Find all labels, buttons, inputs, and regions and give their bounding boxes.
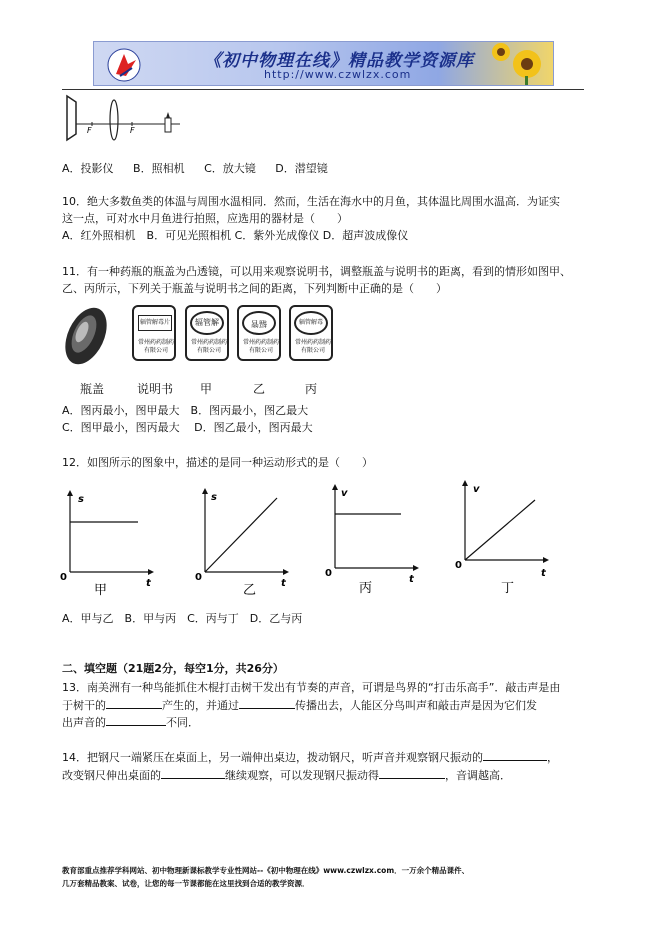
q10-line2: 这一点，可对水中月鱼进行拍照，应选用的器材是（ ） [62, 212, 348, 225]
jia-lens-view: 辐管解 [190, 311, 224, 335]
q13-blank-3[interactable] [106, 714, 166, 726]
yi-caption: 乙 [243, 583, 257, 596]
banner-url: http://www.czwlzx.com [264, 68, 412, 81]
q13-line1: 13．南美洲有一种鸟能抓住木棍打击树干发出有节奏的声音，可谓是鸟界的“打击乐高手”．敲击声是由 [62, 681, 561, 694]
q11-line1: 11．有一种药瓶的瓶盖为凸透镜，可以用来观察说明书，调整瓶盖与说明书的距离，看到的情形如图甲、 [62, 265, 571, 278]
manual-label: 辐管解毒片 [138, 315, 172, 331]
bing-bottom-text: 常州药药制药有限公司 [294, 339, 331, 354]
q11-line2: 乙、丙所示，下列关于瓶盖与说明书之间的距离，下列判断中正确的是（ ） [62, 282, 447, 295]
graph-bing [325, 482, 425, 596]
ding-origin: 0 [455, 560, 462, 571]
footer-line1: 教育部重点推荐学科网站、初中物理新课标教学专业性网站--《初中物理在线》www.czwlzx.com．一万余个精品课件、 [62, 866, 470, 875]
bottle-cap-image [62, 304, 112, 376]
q14-line2: 改变钢尺伸出桌面的 继续观察，可以发现钢尺振动得 ，音调越高． [62, 769, 511, 782]
optics-diagram [62, 92, 192, 142]
header-rule [62, 89, 584, 90]
q13-line2: 于树干的 产生的，并通过 传播出去，人能区分鸟叫声和敲击声是因为它们发 [62, 699, 537, 712]
header-banner [93, 41, 554, 86]
jia-origin: 0 [60, 572, 67, 583]
manual-bottom-text: 常州药药制药有限公司 [137, 339, 174, 354]
q9-option-b: B．照相机 [133, 162, 185, 175]
q14-line1: 14．把钢尺一端紧压在桌面上，另一端伸出桌边，拨动钢尺，听声音并观察钢尺振动的 ， [62, 751, 558, 764]
q14-blank-1[interactable] [483, 749, 547, 761]
banner-title: 《初中物理在线》精品教学资源库 [204, 51, 474, 71]
q13-line3: 出声音的 不同． [62, 716, 199, 729]
logo-icon [102, 46, 172, 84]
label-jia: 甲 [200, 382, 213, 396]
q13-blank-1[interactable] [106, 697, 162, 709]
q10-options: A．红外照相机 B．可见光照相机 C．紫外光成像仪 D．超声波成像仪 [62, 229, 409, 242]
manual-box [132, 305, 176, 361]
q11-options-line2: C．图甲最小，图丙最大 D．图乙最小，图丙最大 [62, 421, 313, 434]
q9-option-a: A．投影仪 [62, 162, 114, 175]
q9-options [62, 161, 328, 176]
jia-y-label: s [78, 494, 84, 505]
q12-options: A．甲与乙 B．甲与丙 C．丙与丁 D．乙与丙 [62, 612, 303, 625]
label-bing: 丙 [305, 382, 318, 396]
jia-caption: 甲 [94, 583, 108, 596]
q11-options-line1: A．图丙最小，图甲最大 B．图丙最小，图乙最大 [62, 404, 309, 417]
q12-question: 12．如图所示的图象中，描述的是同一种运动形式的是（ ） [62, 456, 373, 469]
section2-title: 二、填空题（21题2分，每空1分，共26分） [62, 662, 284, 675]
bing-y-label: v [341, 488, 348, 499]
graph-jia [60, 488, 160, 596]
yi-bottom-text: 常州药药制药有限公司 [242, 339, 279, 354]
q9-option-d: D．潜望镜 [275, 162, 328, 175]
box-bing [289, 305, 333, 361]
graph-ding [455, 478, 555, 596]
yi-y-label: s [211, 492, 217, 503]
ding-x-label: t [541, 568, 546, 579]
footer-line2: 几万套精品教案、试卷，让您的每一节课都能在这里找到合适的教学资源． [62, 879, 310, 888]
q10-line1: 10．绝大多数鱼类的体温与周围水温相同．然而，生活在海水中的月鱼，其体温比周围水温高．为证实 [62, 195, 560, 208]
focal-label-right: F [130, 126, 135, 135]
yi-origin: 0 [195, 572, 202, 583]
box-yi [237, 305, 281, 361]
box-jia [185, 305, 229, 361]
sunflower-icon [489, 42, 554, 86]
label-bottle-cap: 瓶盖 [80, 382, 105, 396]
ding-caption: 丁 [501, 581, 515, 596]
graph-yi [195, 486, 295, 596]
label-manual: 说明书 [137, 382, 174, 396]
yi-x-label: t [281, 578, 286, 589]
bing-x-label: t [409, 574, 414, 585]
q9-option-c: C．放大镜 [204, 162, 256, 175]
bing-lens-view: 辐管解毒 [294, 311, 328, 335]
q14-blank-2[interactable] [161, 767, 225, 779]
ding-y-label: v [473, 484, 480, 495]
bing-origin: 0 [325, 568, 332, 579]
jia-bottom-text: 常州药药制药有限公司 [190, 339, 227, 354]
yi-lens-view: 辐管 [242, 311, 276, 335]
q13-blank-2[interactable] [239, 697, 295, 709]
bing-caption: 丙 [359, 581, 373, 596]
q14-blank-3[interactable] [379, 767, 445, 779]
focal-label-left: F [87, 126, 92, 135]
jia-x-label: t [146, 578, 151, 589]
label-yi: 乙 [253, 382, 266, 396]
